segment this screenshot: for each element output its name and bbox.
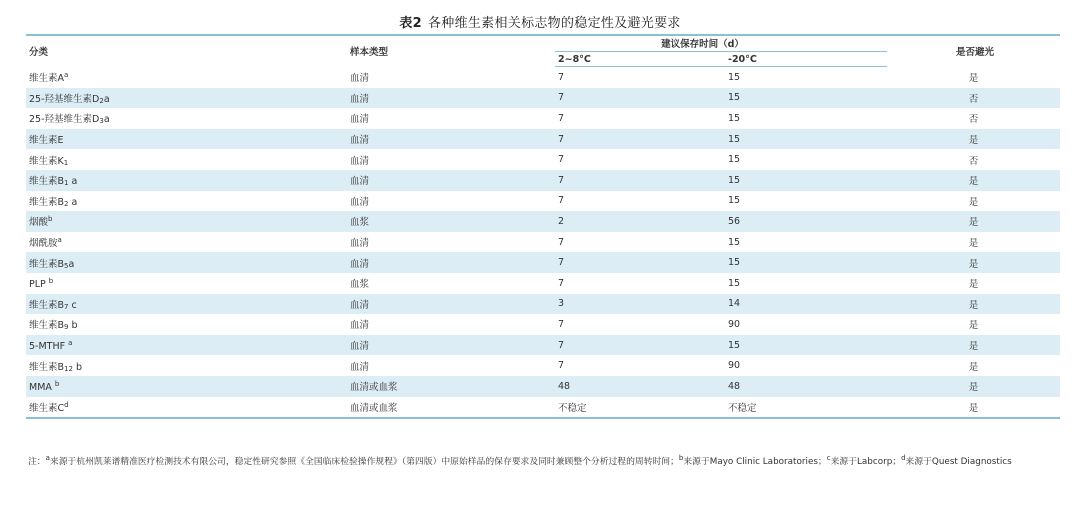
category-name: 25-羟基维生素D (29, 114, 100, 126)
cell-category (26, 273, 347, 294)
cell-minus20c: 90 (728, 360, 741, 372)
note-b-text: 来源于Mayo Clinic Laboratories； (683, 457, 827, 467)
cell-2-8c: 7 (558, 318, 565, 330)
header-category: 分类 (29, 47, 49, 59)
cell-sample-type: 血清 (350, 114, 370, 126)
table-row (26, 211, 1060, 232)
cell-minus20c: 15 (728, 154, 741, 166)
category-subscript: 12 (64, 364, 73, 373)
cell-minus20c: 15 (725, 335, 887, 356)
table-body (26, 67, 1060, 419)
cell-2-8c: 2 (555, 211, 725, 232)
cell-category (26, 294, 347, 315)
header-storage-group (555, 35, 887, 52)
category-name: 5-MTHF (29, 340, 69, 352)
category-name: MMA (29, 381, 55, 393)
cell-category (26, 67, 347, 88)
cell-category (26, 170, 347, 191)
cell-light-protection: 是 (887, 335, 1060, 356)
cell-sample-type: 血清或血浆 (347, 376, 555, 397)
category-name: 维生素B (29, 361, 65, 373)
cell-category (26, 314, 347, 335)
cell-light-protection: 是 (887, 211, 1060, 232)
cell-sample-type: 血清 (350, 155, 370, 167)
cell-sample-type: 血清或血浆 (350, 402, 398, 414)
cell-sample-type: 血清 (347, 294, 555, 315)
table-footnote (28, 452, 1048, 469)
cell-minus20c: 15 (728, 277, 741, 289)
cell-category (26, 191, 347, 212)
category-source-mark: b (68, 320, 78, 332)
note-mark-d: d (901, 454, 906, 462)
cell-2-8c: 7 (558, 360, 565, 372)
table-row (26, 191, 1060, 212)
header-light-protection: 是否避光 (955, 47, 994, 59)
cell-sample-type: 血清 (350, 361, 370, 373)
cell-light-protection: 是 (887, 170, 1060, 191)
table-row (26, 67, 1060, 88)
cell-light-protection: 是 (968, 402, 979, 414)
cell-sample-type: 血浆 (350, 279, 370, 291)
category-superscript: b (54, 379, 60, 388)
cell-category (26, 376, 347, 397)
category-superscript: d (64, 400, 69, 409)
category-superscript: a (57, 236, 62, 245)
cell-2-8c: 7 (558, 112, 565, 124)
cell-minus20c: 15 (728, 195, 741, 207)
cell-category (26, 397, 347, 419)
table-title (0, 12, 1080, 31)
cell-2-8c: 7 (558, 154, 565, 166)
table-row (26, 88, 1060, 109)
cell-sample-type: 血清 (347, 170, 555, 191)
category-name: 维生素C (29, 402, 65, 414)
category-subscript: 1 (64, 179, 69, 188)
cell-minus20c: 15 (725, 252, 887, 273)
cell-category (26, 355, 347, 376)
table-header (26, 35, 1060, 67)
note-mark-b: b (678, 454, 684, 462)
table-row (26, 252, 1060, 273)
category-source-mark: a (103, 93, 110, 105)
note-prefix: 注： (28, 457, 46, 467)
category-name: 维生素A (29, 73, 64, 85)
category-superscript: b (48, 215, 53, 224)
table-title-text: 各种维生素相关标志物的稳定性及避光要求 (427, 16, 681, 31)
cell-category (26, 232, 347, 253)
cell-2-8c: 7 (555, 129, 725, 150)
cell-sample-type: 血清 (347, 88, 555, 109)
category-name: 维生素B (29, 320, 65, 332)
note-a-text: 来源于杭州凯莱谱精准医疗检测技术有限公司，稳定性研究参照《全国临床检验操作规程》（第四版）中原始样品的保存要求及同时兼顾整个分析过程的周转时间； (49, 457, 679, 467)
cell-2-8c: 7 (555, 252, 725, 273)
cell-minus20c: 14 (725, 294, 887, 315)
category-name: 维生素K (29, 155, 64, 167)
cell-2-8c: 3 (555, 294, 725, 315)
table-row (26, 129, 1060, 150)
cell-light-protection: 否 (968, 155, 979, 167)
cell-minus20c: 15 (728, 112, 741, 124)
cell-2-8c: 48 (555, 376, 725, 397)
table-row (26, 149, 1060, 170)
table-row (26, 376, 1060, 397)
cell-2-8c: 7 (555, 170, 725, 191)
category-subscript: 7 (64, 302, 69, 311)
table-row (26, 170, 1060, 191)
category-name: PLP (29, 278, 49, 290)
category-source-mark: a (68, 258, 75, 270)
category-subscript: 9 (64, 323, 69, 332)
cell-minus20c: 15 (728, 236, 741, 248)
table-row (26, 294, 1060, 315)
cell-sample-type: 血清 (350, 196, 370, 208)
cell-minus20c: 48 (725, 376, 887, 397)
header-minus20c: -20°C (725, 52, 887, 67)
cell-2-8c: 7 (558, 236, 565, 248)
category-source-mark: a (68, 196, 78, 208)
cell-category (26, 252, 347, 273)
cell-category (26, 335, 347, 356)
category-name: 维生素E (29, 135, 64, 147)
cell-light-protection: 是 (968, 196, 979, 208)
category-superscript: a (68, 338, 73, 347)
note-mark-a: a (45, 454, 50, 462)
cell-2-8c: 7 (558, 71, 565, 83)
category-subscript: 2 (99, 96, 104, 105)
category-subscript: 5 (64, 261, 69, 270)
note-c-text: 来源于Labcorp； (830, 457, 902, 467)
category-source-mark: c (68, 299, 77, 311)
category-superscript: b (48, 276, 54, 285)
category-source-mark: a (103, 114, 110, 126)
category-name: 25-羟基维生素D (29, 93, 100, 105)
cell-minus20c: 15 (725, 129, 887, 150)
cell-sample-type: 血清 (350, 73, 370, 85)
cell-category (26, 149, 347, 170)
cell-minus20c: 15 (728, 71, 741, 83)
header-storage-group-label: 建议保存时间（d） (661, 39, 744, 50)
category-name: 烟酰胺 (29, 238, 58, 250)
cell-sample-type: 血清 (350, 238, 370, 250)
cell-light-protection: 是 (968, 279, 979, 291)
note-d-text: 来源于Quest Diagnostics (905, 457, 1012, 467)
category-name: 烟酸 (29, 217, 49, 229)
table-row (26, 232, 1060, 253)
cell-minus20c: 15 (725, 88, 887, 109)
cell-sample-type: 血清 (347, 129, 555, 150)
table-row (26, 335, 1060, 356)
cell-2-8c: 7 (555, 88, 725, 109)
cell-light-protection: 是 (887, 129, 1060, 150)
cell-sample-type: 血浆 (347, 211, 555, 232)
cell-light-protection: 是 (968, 320, 979, 332)
cell-category (26, 88, 347, 109)
cell-minus20c: 56 (725, 211, 887, 232)
note-mark-c: c (826, 454, 831, 462)
category-source-mark: a (68, 176, 78, 188)
cell-2-8c: 7 (558, 277, 565, 289)
cell-category (26, 129, 347, 150)
cell-sample-type: 血清 (350, 320, 370, 332)
cell-light-protection: 是 (887, 294, 1060, 315)
header-2-8c: 2~8°C (555, 52, 725, 67)
table-row (26, 314, 1060, 335)
cell-minus20c: 不稳定 (728, 402, 757, 414)
cell-2-8c: 7 (555, 335, 725, 356)
table-row (26, 355, 1060, 376)
cell-category (26, 211, 347, 232)
category-name: 维生素B (29, 258, 65, 270)
table-row (26, 397, 1060, 419)
cell-light-protection: 否 (968, 114, 979, 126)
category-subscript: 1 (63, 158, 69, 167)
cell-category (26, 108, 347, 129)
cell-sample-type: 血清 (347, 335, 555, 356)
category-subscript: 3 (99, 117, 104, 126)
category-source-mark: b (72, 361, 83, 373)
table-row (26, 108, 1060, 129)
header-sample-type: 样本类型 (350, 47, 389, 59)
cell-light-protection: 否 (887, 88, 1060, 109)
category-name: 维生素B (29, 196, 65, 208)
category-subscript: 2 (64, 199, 69, 208)
category-name: 维生素B (29, 176, 65, 188)
vitamin-stability-table (26, 34, 1060, 419)
cell-light-protection: 是 (887, 376, 1060, 397)
cell-2-8c: 不稳定 (558, 402, 587, 414)
cell-light-protection: 是 (968, 361, 979, 373)
table-row (26, 273, 1060, 294)
cell-minus20c: 90 (728, 318, 741, 330)
cell-2-8c: 7 (558, 195, 565, 207)
category-name: 维生素B (29, 299, 65, 311)
cell-sample-type: 血清 (347, 252, 555, 273)
category-superscript: a (64, 71, 69, 80)
cell-light-protection: 是 (968, 238, 979, 250)
cell-minus20c: 15 (725, 170, 887, 191)
cell-light-protection: 是 (887, 252, 1060, 273)
cell-light-protection: 是 (968, 73, 979, 85)
table-number: 表2 (399, 16, 422, 31)
